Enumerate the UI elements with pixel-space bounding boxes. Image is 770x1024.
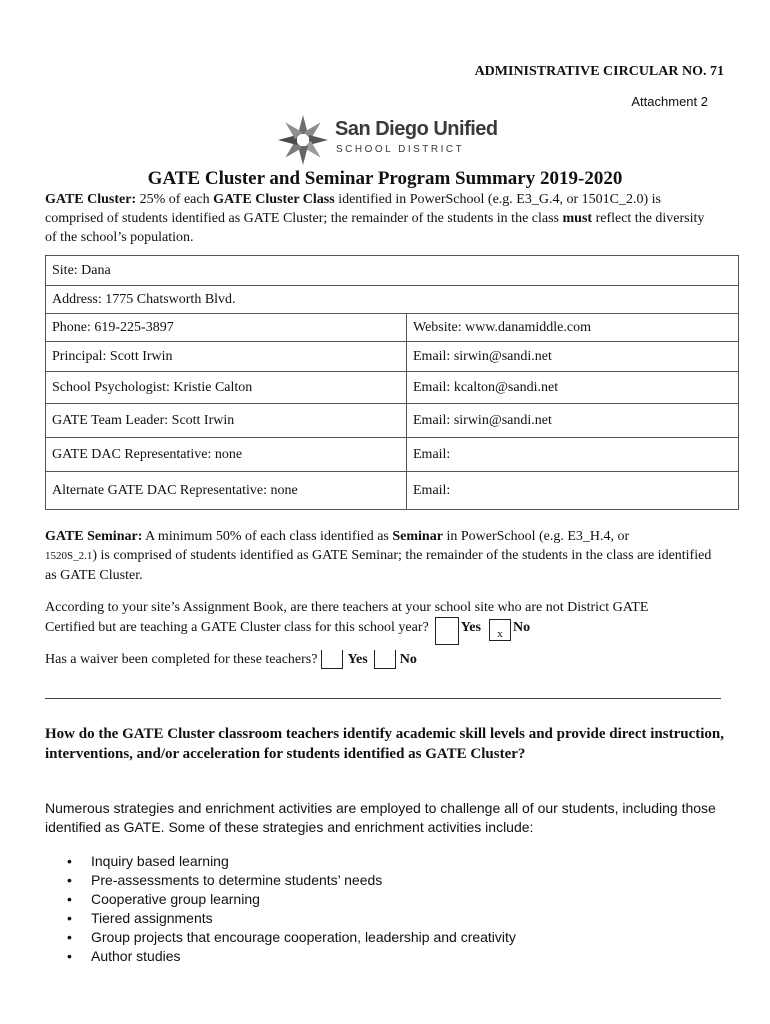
list-item: • Cooperative group learning: [91, 890, 516, 909]
gate-cluster-definition: [45, 190, 715, 247]
cluster-text-3: reflect the diversity of the school’s population.: [45, 211, 705, 245]
waiver-question: [45, 650, 715, 669]
teacher-yes-checkbox[interactable]: [435, 617, 459, 645]
list-item: • Tiered assignments: [91, 909, 516, 928]
circular-number: ADMINISTRATIVE CIRCULAR NO. 71: [474, 64, 724, 79]
strategies-intro: Numerous strategies and enrichment activities are employed to challenge all of our students, including those identified as GATE. Some of these strategies and enrichment activities include:: [45, 800, 716, 835]
list-item: • Inquiry based learning: [91, 852, 516, 871]
seminar-text-3: ) is comprised of students identified as GATE Seminar; the remainder of the students in the class are identified as GATE Cluster.: [45, 548, 712, 583]
list-item: • Group projects that encourage cooperation, leadership and creativity: [91, 928, 516, 947]
teacher-question-line1: According to your site’s Assignment Book, are there teachers at your school site who are not District GATE: [45, 600, 649, 615]
cluster-class-term: GATE Cluster Class: [213, 192, 335, 207]
document-title: GATE Cluster and Seminar Program Summary 2019-2020: [147, 168, 623, 189]
district-subtitle: SCHOOL DISTRICT: [336, 144, 465, 155]
attachment-label: Attachment 2: [631, 94, 708, 109]
teacher-question-line2: Certified but are teaching a GATE Cluster class for this school year?: [45, 620, 429, 636]
cluster-label: GATE Cluster:: [45, 192, 137, 207]
section-divider: [45, 698, 721, 699]
district-logo: [277, 114, 507, 168]
cluster-text-1: 25% of each: [136, 192, 214, 207]
cluster-text-2: identified in PowerSchool (e.g. E3_G.4, or 1501C_2.0) is comprised of students identified as GATE Cluster; the remainder of the students in the class: [45, 192, 661, 226]
seminar-term: Seminar: [392, 529, 443, 544]
alt-dac-rep-email-cell: Email:: [407, 472, 739, 510]
waiver-no-checkbox[interactable]: [374, 650, 396, 669]
list-item: • Pre-assessments to determine students’ needs: [91, 871, 516, 890]
team-leader-cell: GATE Team Leader: Scott Irwin: [46, 404, 407, 438]
psychologist-email-cell: Email: kcalton@sandi.net: [407, 372, 739, 404]
seminar-text-2: in PowerSchool (e.g. E3_H.4, or: [442, 529, 630, 544]
waiver-question-text: Has a waiver been completed for these teachers?: [45, 652, 318, 667]
teacher-no-mark: x: [497, 628, 503, 640]
alt-dac-rep-cell: Alternate GATE DAC Representative: none: [46, 472, 407, 510]
strategies-list: [45, 852, 516, 966]
star-burst-logo-icon: [277, 114, 331, 168]
psychologist-cell: School Psychologist: Kristie Calton: [46, 372, 407, 404]
site-info-table: [45, 255, 739, 510]
dac-rep-email-cell: Email:: [407, 438, 739, 472]
dac-rep-cell: GATE DAC Representative: none: [46, 438, 407, 472]
waiver-no-label: No: [399, 652, 417, 667]
seminar-code: 1520S_2.1: [45, 550, 93, 562]
site-cell: Site: Dana: [46, 256, 739, 286]
teacher-no-label: No: [512, 620, 531, 636]
district-name: San Diego Unified: [335, 118, 498, 140]
team-leader-email-cell: Email: sirwin@sandi.net: [407, 404, 739, 438]
waiver-yes-checkbox[interactable]: [321, 650, 343, 669]
principal-email-cell: Email: sirwin@sandi.net: [407, 342, 739, 372]
phone-cell: Phone: 619-225-3897: [46, 314, 407, 342]
list-item: • Author studies: [91, 947, 516, 966]
seminar-label: GATE Seminar:: [45, 529, 143, 544]
skill-levels-question: How do the GATE Cluster classroom teachers identify academic skill levels and provide direct instruction, interventions, and/or acceleration for students identified as GATE Cluster?: [45, 726, 724, 762]
teacher-no-checkbox[interactable]: [489, 619, 511, 641]
website-cell: Website: www.danamiddle.com: [407, 314, 739, 342]
principal-cell: Principal: Scott Irwin: [46, 342, 407, 372]
teacher-certification-question: [45, 598, 735, 639]
seminar-text-1: A minimum 50% of each class identified as: [142, 529, 393, 544]
gate-seminar-definition: [45, 527, 715, 585]
teacher-yes-label: Yes: [460, 620, 481, 636]
address-cell: Address: 1775 Chatsworth Blvd.: [46, 286, 739, 314]
waiver-yes-label: Yes: [347, 652, 368, 667]
cluster-must: must: [562, 211, 593, 226]
